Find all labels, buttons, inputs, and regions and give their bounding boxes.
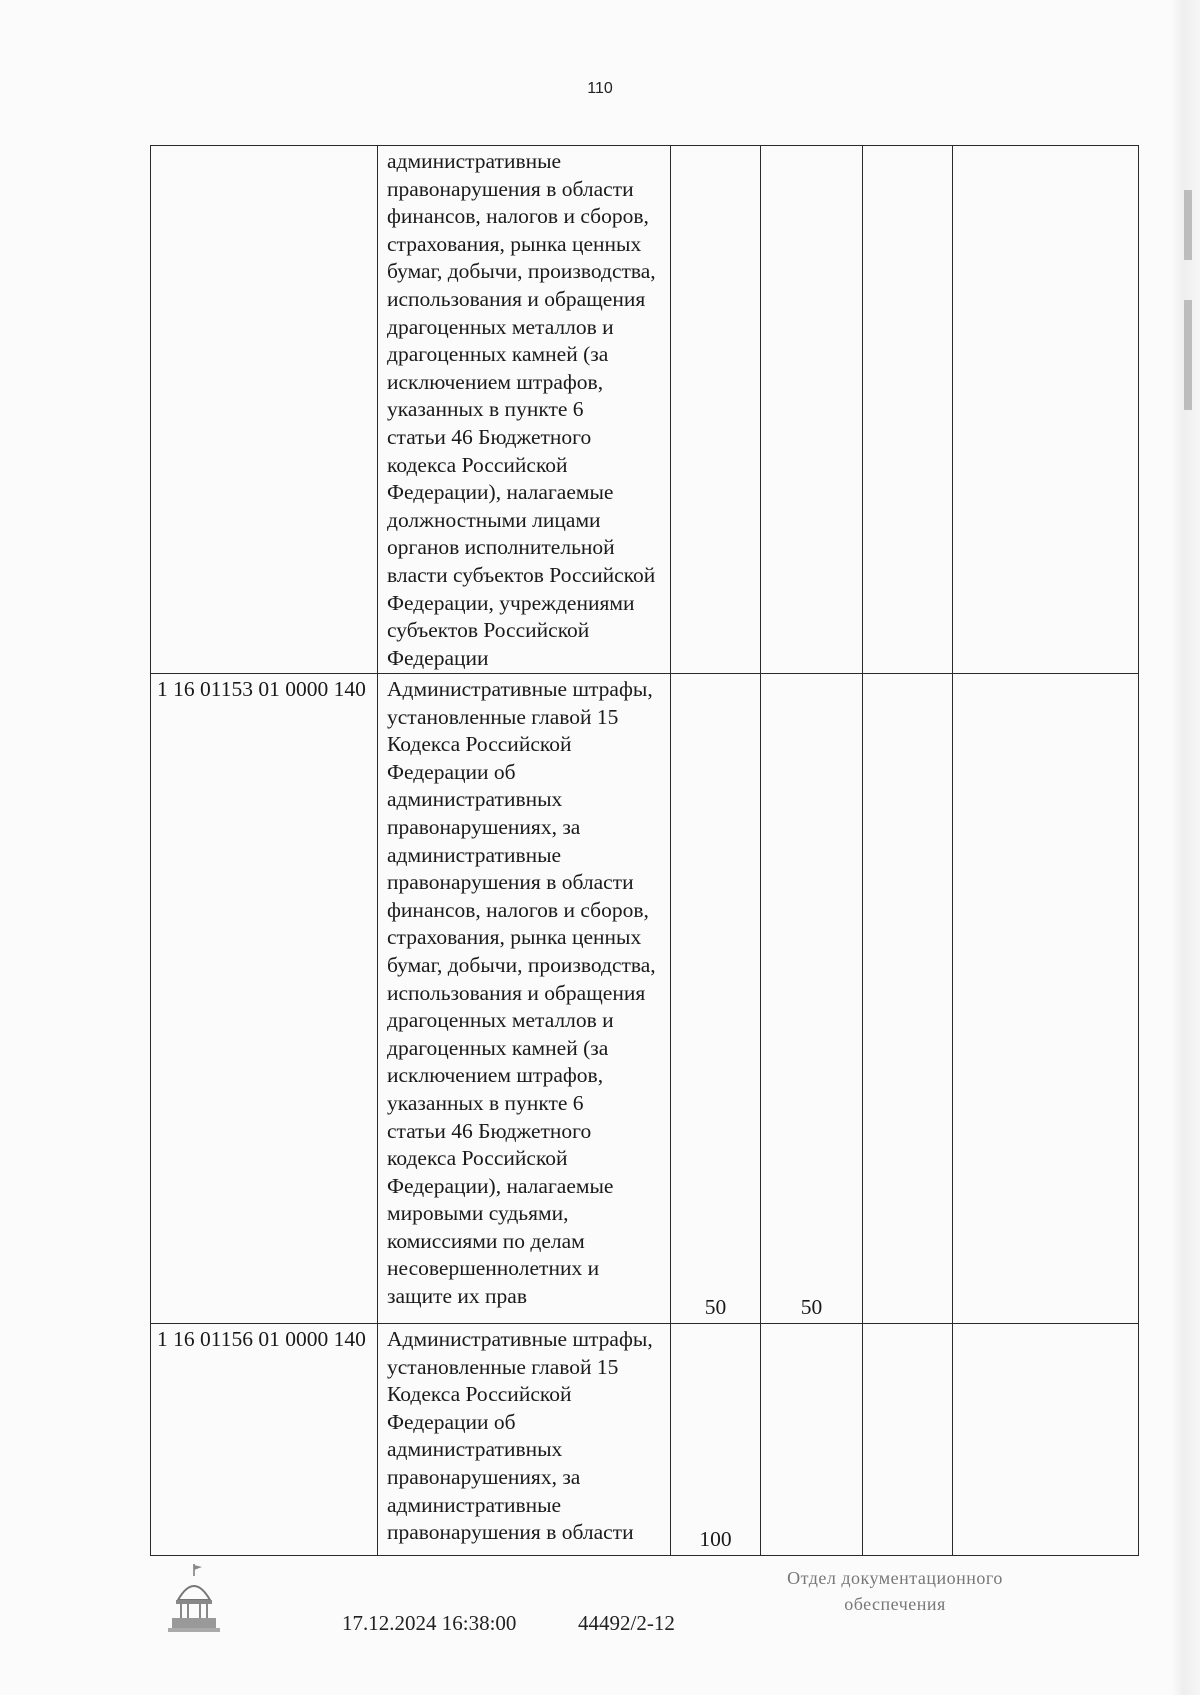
stamp-line: Отдел документационного xyxy=(787,1568,1003,1588)
amount-cell xyxy=(761,1324,863,1556)
amount-cell xyxy=(863,674,953,1324)
description-cell: Административные штрафы, установленные главой 15 Кодекса Российской Федерации об административных правонарушениях, за административные правонарушения в области xyxy=(378,1324,671,1556)
table-row xyxy=(151,1324,1139,1556)
budget-code-cell: 1 16 01153 01 0000 140 xyxy=(151,674,378,1324)
description-cell: административные правонарушения в области финансов, налогов и сборов, страхования, рынка ценных бумаг, добычи, производства, использования и обращения драгоценных металлов и драгоценных камней (за исключением штрафов, указанных в пункте 6 статьи 46 Бюджетного кодекса Российской Федерации), налагаемые должностными лицами органов исполнительной власти субъектов Российской Федерации, учреждениями субъектов Российской Федерации xyxy=(378,146,671,674)
page-number: 110 xyxy=(587,80,613,97)
scan-edge-strip xyxy=(1172,0,1200,1695)
amount-cell xyxy=(953,674,1139,1324)
budget-code-cell: 1 16 01156 01 0000 140 xyxy=(151,1324,378,1556)
amount-cell xyxy=(953,1324,1139,1556)
amount-cell xyxy=(953,146,1139,674)
stamp-line: обеспечения xyxy=(844,1594,946,1614)
budget-codes-table xyxy=(150,145,1139,1556)
scan-mark xyxy=(1184,300,1192,410)
table-row xyxy=(151,674,1139,1324)
amount-cell xyxy=(671,146,761,674)
amount-cell xyxy=(863,146,953,674)
amount-cell: 50 xyxy=(761,674,863,1324)
department-stamp xyxy=(745,1565,1045,1617)
amount-cell: 100 xyxy=(671,1324,761,1556)
footer-timestamp: 17.12.2024 16:38:00 xyxy=(342,1611,517,1635)
amount-cell xyxy=(761,146,863,674)
scan-mark xyxy=(1184,190,1192,260)
amount-cell xyxy=(863,1324,953,1556)
table-row xyxy=(151,146,1139,674)
amount-cell: 50 xyxy=(671,674,761,1324)
budget-code-cell xyxy=(151,146,378,674)
footer-document-ref: 44492/2-12 xyxy=(578,1611,675,1635)
duma-building-logo-icon xyxy=(166,1562,236,1637)
description-cell: Административные штрафы, установленные главой 15 Кодекса Российской Федерации об административных правонарушениях, за административные правонарушения в области финансов, налогов и сборов, страхования, рынка ценных бумаг, добычи, производства, использования и обращения драгоценных металлов и драгоценных камней (за исключением штрафов, указанных в пункте 6 статьи 46 Бюджетного кодекса Российской Федерации), налагаемые мировыми судьями, комиссиями по делам несовершеннолетних и защите их прав xyxy=(378,674,671,1324)
